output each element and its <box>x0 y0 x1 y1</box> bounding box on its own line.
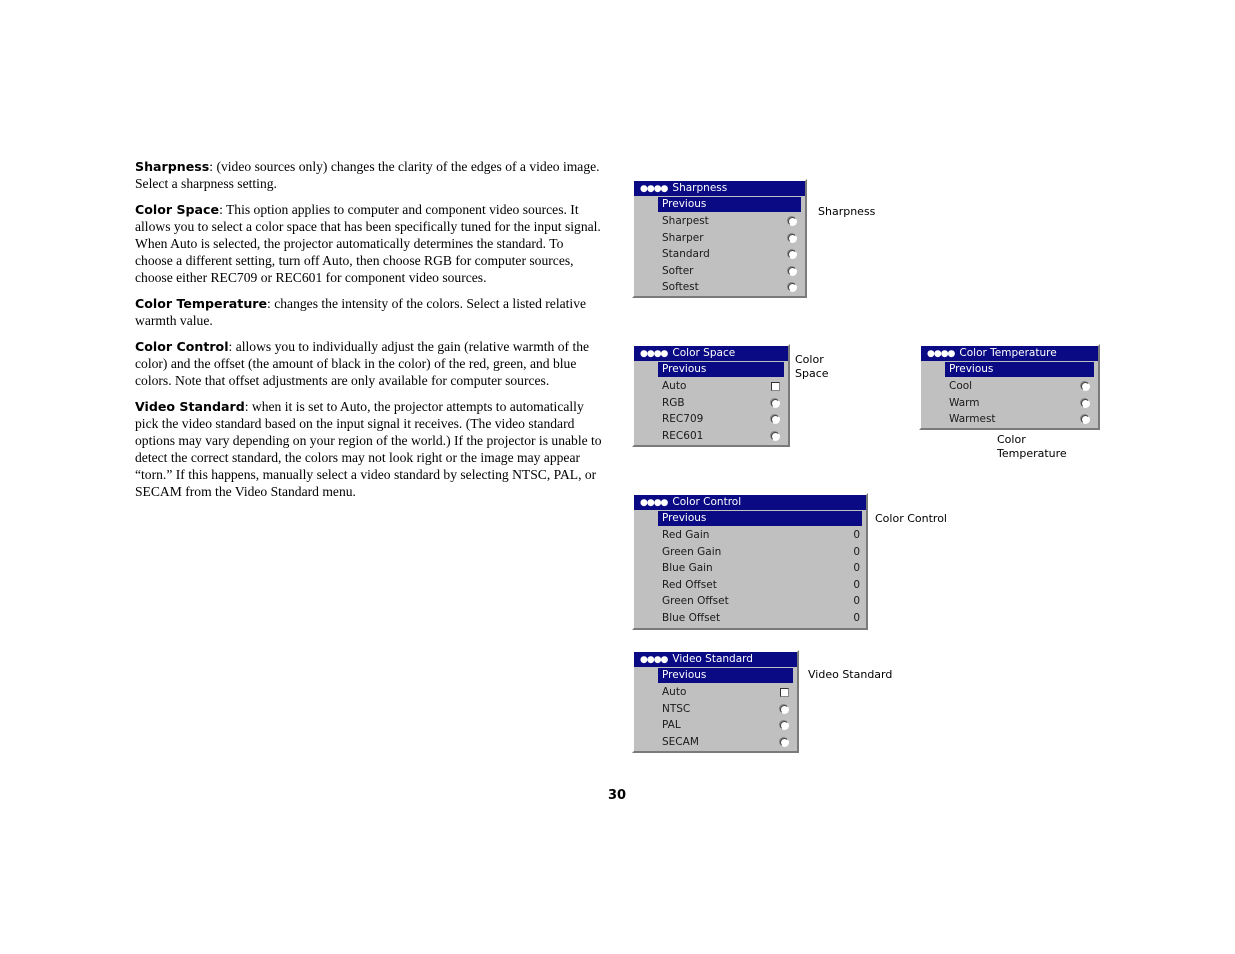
menu-item-value: 0 <box>853 578 860 591</box>
radio-icon[interactable] <box>771 415 780 424</box>
paragraph-text: : allows you to individually adjust the gain (relative warmth of the color) and the offset (the amount of black in the color) of the red, green, and blue colors. Note that offset adjustments are only available for computer sources. <box>135 339 590 388</box>
caption-line: Color <box>795 353 824 366</box>
radio-icon[interactable] <box>788 283 797 292</box>
menu-item-label: Warmest <box>949 413 996 426</box>
menu-item-value: 0 <box>853 529 860 541</box>
menu-item-label: Softest <box>662 281 699 294</box>
term: Color Space <box>135 202 220 217</box>
video-standard-menu <box>632 650 799 753</box>
menu-item-previous[interactable]: Previous <box>658 197 801 212</box>
menu-item-label: Blue Gain <box>662 562 713 575</box>
color-control-caption: Color Control <box>875 512 947 525</box>
caption-line: Temperature <box>997 447 1067 460</box>
paragraph-color-control <box>135 338 603 389</box>
menu-item-label: Auto <box>662 380 687 392</box>
menu-item-label: Warm <box>949 396 980 409</box>
color-control-menu <box>632 493 868 630</box>
term: Color Temperature <box>135 296 268 311</box>
menu-item-rgb[interactable] <box>634 395 788 412</box>
menu-item-auto[interactable] <box>634 684 797 701</box>
menu-item-label: Red Offset <box>662 578 717 591</box>
menu-item-value: 0 <box>853 611 860 624</box>
checkbox-icon[interactable] <box>771 382 780 391</box>
menu-item-label: Red Gain <box>662 529 710 541</box>
checkbox-icon[interactable] <box>780 688 789 697</box>
menu-item-previous[interactable]: Previous <box>658 668 793 683</box>
paragraph-text: : This option applies to computer and component video sources. It allows you to select a color space that has been specifically tuned for the input signal. When Auto is selected, the projector automatically determines the standard. To choose a different setting, turn off Auto, then choose RGB for computer sources, choose either REC709 or REC601 for component video sources. <box>135 202 601 285</box>
menu-item-label: Softer <box>662 264 694 277</box>
menu-item-value: 0 <box>853 595 860 608</box>
menu-item-label: PAL <box>662 719 681 732</box>
term: Video Standard <box>135 399 245 414</box>
menu-item-ntsc[interactable] <box>634 701 797 718</box>
menu-item-label: Sharper <box>662 231 704 244</box>
radio-icon[interactable] <box>771 432 780 441</box>
menu-item-label: REC601 <box>662 429 704 442</box>
menu-item-previous[interactable]: Previous <box>658 362 784 377</box>
menu-item-pal[interactable] <box>634 717 797 734</box>
video-standard-caption: Video Standard <box>808 668 893 681</box>
menu-title: Sharpness <box>672 182 728 194</box>
menu-item-label: Sharpest <box>662 215 709 227</box>
paragraph-video-standard <box>135 398 603 500</box>
menu-title: Color Space <box>672 347 736 359</box>
menu-item-blue-offset[interactable] <box>634 610 866 627</box>
menu-item-label: RGB <box>662 396 685 409</box>
paragraph-text: : when it is set to Auto, the projector attempts to automatically pick the video standard based on the input signal it receives. (The video standard options may vary depending on your region of the world.) If the projector is unable to detect the correct standard, the colors may not look right or the image may appear “torn.” If this happens, manually select a video standard by selecting NTSC, PAL, or SECAM from the Video Standard menu. <box>135 399 602 499</box>
menu-item-softest[interactable] <box>634 279 805 296</box>
menu-item-cool[interactable] <box>921 378 1098 395</box>
paragraph-sharpness <box>135 158 603 192</box>
menu-item-rec601[interactable] <box>634 428 788 445</box>
menu-item-warm[interactable] <box>921 395 1098 412</box>
menu-title-bar <box>634 346 788 361</box>
menu-item-standard[interactable] <box>634 246 805 263</box>
radio-icon[interactable] <box>1081 415 1090 424</box>
radio-icon[interactable] <box>788 217 797 226</box>
menu-item-label: NTSC <box>662 702 691 715</box>
menu-title-bar <box>634 181 805 196</box>
radio-icon[interactable] <box>780 721 789 730</box>
menu-title-bar <box>921 346 1098 361</box>
menu-title: Video Standard <box>672 653 753 665</box>
menu-title: Color Control <box>672 496 742 508</box>
color-temperature-caption <box>997 433 1067 461</box>
menu-item-value: 0 <box>853 545 860 558</box>
menu-item-rec709[interactable] <box>634 411 788 428</box>
menu-item-auto[interactable] <box>634 378 788 395</box>
menu-item-softer[interactable] <box>634 263 805 280</box>
menu-item-red-gain[interactable] <box>634 527 866 544</box>
menu-dots-icon: ●●●● <box>640 184 668 194</box>
menu-item-secam[interactable] <box>634 734 797 751</box>
radio-icon[interactable] <box>780 738 789 747</box>
radio-icon[interactable] <box>1081 382 1090 391</box>
menu-item-label: Cool <box>949 380 973 392</box>
paragraph-text: : changes the intensity of the colors. Select a listed relative warmth value. <box>135 296 587 328</box>
menu-title: Color Temperature <box>959 347 1057 359</box>
paragraph-color-temperature <box>135 295 603 329</box>
menu-item-previous[interactable]: Previous <box>658 511 862 526</box>
term: Color Control <box>135 339 229 354</box>
menu-dots-icon: ●●●● <box>640 655 668 665</box>
menu-item-blue-gain[interactable] <box>634 560 866 577</box>
menu-dots-icon: ●●●● <box>927 349 955 359</box>
menu-item-value: 0 <box>853 562 860 575</box>
menu-item-label: Auto <box>662 686 687 698</box>
radio-icon[interactable] <box>788 234 797 243</box>
menu-item-previous[interactable]: Previous <box>945 362 1094 377</box>
radio-icon[interactable] <box>788 250 797 259</box>
radio-icon[interactable] <box>771 399 780 408</box>
menu-item-green-gain[interactable] <box>634 544 866 561</box>
paragraph-text: : (video sources only) changes the clarity of the edges of a video image. Select a sharpness setting. <box>135 159 600 191</box>
menu-item-sharpest[interactable] <box>634 213 805 230</box>
sharpness-caption: Sharpness <box>818 205 876 218</box>
menu-item-label: SECAM <box>662 735 699 748</box>
radio-icon[interactable] <box>788 267 797 276</box>
menu-item-label: Green Offset <box>662 595 729 608</box>
color-space-caption <box>795 353 829 381</box>
caption-line: Color <box>997 433 1026 446</box>
menu-item-label: Blue Offset <box>662 611 721 624</box>
menu-title-bar <box>634 652 797 667</box>
menu-item-label: Standard <box>662 248 710 261</box>
radio-icon[interactable] <box>1081 399 1090 408</box>
menu-dots-icon: ●●●● <box>640 349 668 359</box>
menu-item-label: REC709 <box>662 413 704 426</box>
body-text <box>135 158 603 509</box>
color-temperature-menu <box>919 344 1100 430</box>
sharpness-menu <box>632 179 807 298</box>
paragraph-color-space <box>135 201 603 286</box>
menu-item-warmest[interactable] <box>921 411 1098 428</box>
caption-line: Space <box>795 367 829 380</box>
menu-item-sharper[interactable] <box>634 230 805 247</box>
page-number: 30 <box>608 788 627 803</box>
menu-title-bar <box>634 495 866 510</box>
menu-dots-icon: ●●●● <box>640 498 668 508</box>
menu-item-red-offset[interactable] <box>634 577 866 594</box>
term: Sharpness <box>135 159 210 174</box>
menu-item-green-offset[interactable] <box>634 593 866 610</box>
radio-icon[interactable] <box>780 705 789 714</box>
menu-item-label: Green Gain <box>662 545 722 558</box>
color-space-menu <box>632 344 790 447</box>
